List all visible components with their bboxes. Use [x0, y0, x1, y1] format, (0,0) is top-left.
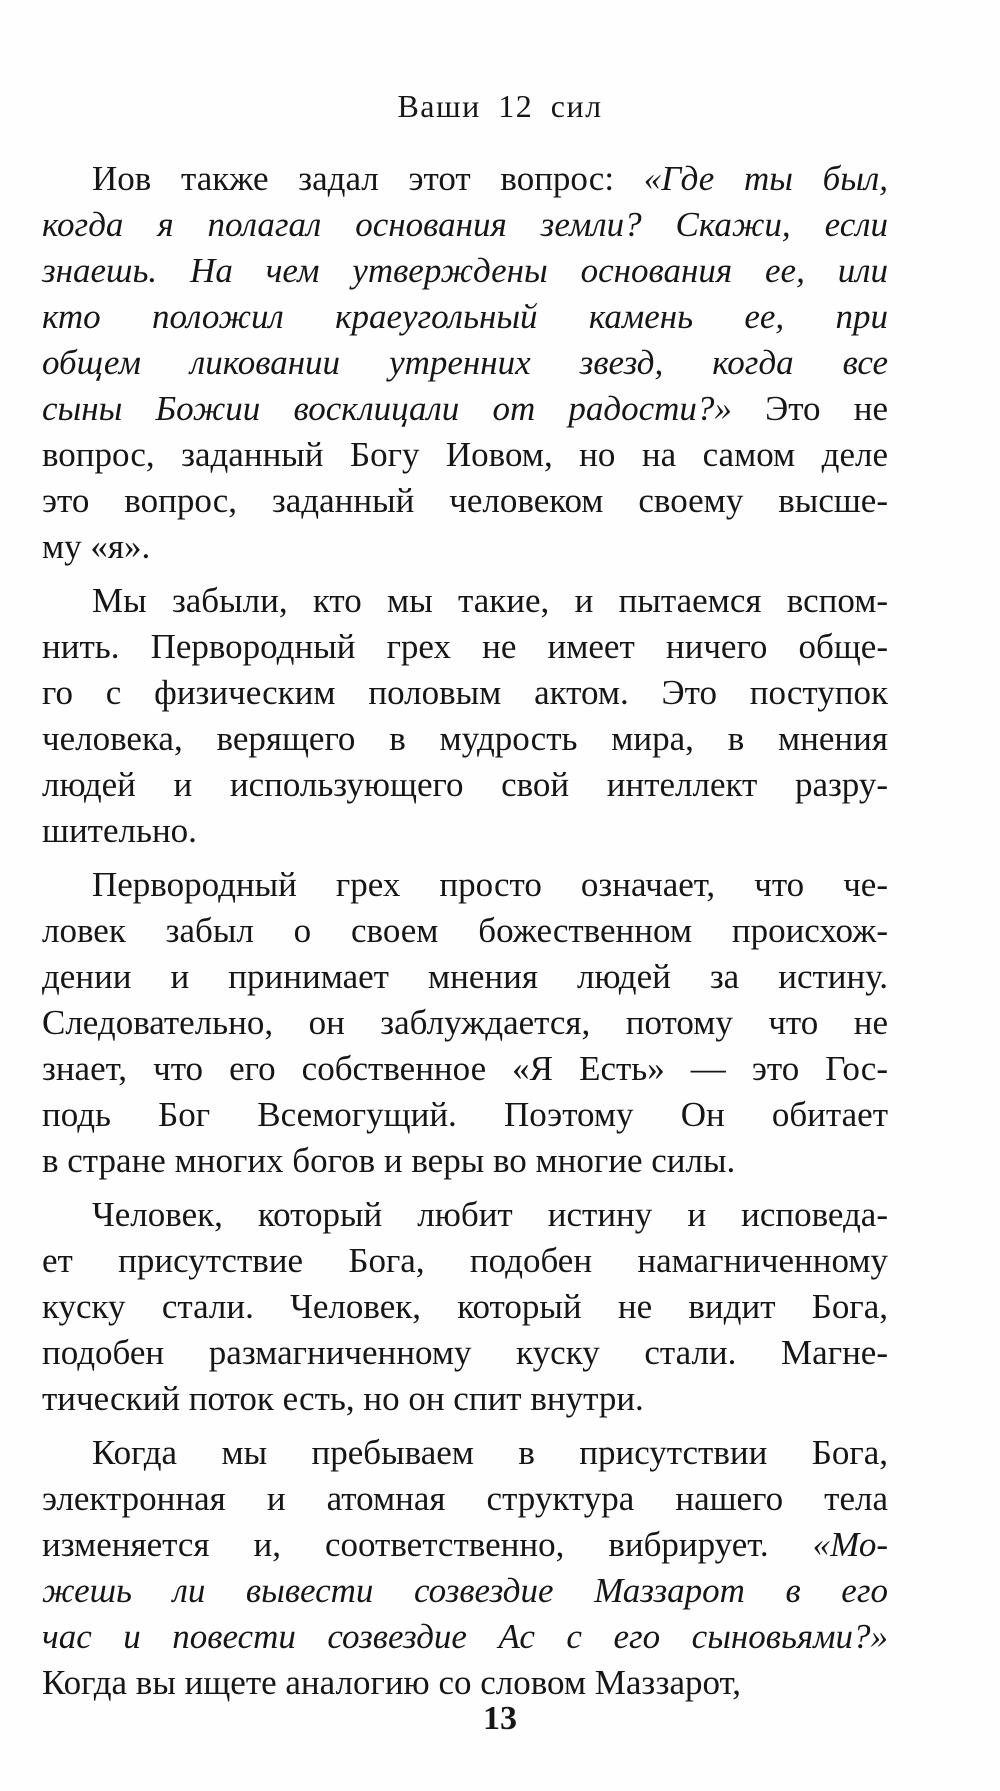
paragraph	[42, 1430, 888, 1706]
text-line	[42, 1046, 888, 1092]
italic-quote-text: сыны Божии восклицали от радости?»	[42, 389, 732, 428]
line-text: куску стали. Человек, который не видит Бога,	[42, 1287, 888, 1326]
line-text: подь Бог Всемогущий. Поэтому Он обитает	[42, 1095, 888, 1134]
line-text: Когда мы пребываем в присутствии Бога,	[92, 1433, 888, 1472]
line-text: знает, что его собственное «Я Есть» — это Гос-	[42, 1049, 888, 1088]
text-line	[42, 578, 888, 624]
paragraph-gap	[42, 570, 888, 578]
line-text: Человек, который любит истину и исповеда-	[92, 1195, 888, 1234]
line-text: Следовательно, он заблуждается, потому что не	[42, 1003, 888, 1042]
line-text: шительно.	[42, 811, 197, 850]
page-number: 13	[483, 1700, 517, 1737]
line-text: это вопрос, заданный человеком своему высше-	[42, 481, 888, 520]
line-text: электронная и атомная структура нашего тела	[42, 1479, 888, 1518]
text-line	[42, 1138, 888, 1184]
line-text: тический поток есть, но он спит внутри.	[42, 1379, 644, 1418]
text-line	[42, 1000, 888, 1046]
line-text: людей и использующего свой интеллект разру-	[42, 765, 888, 804]
paragraph	[42, 578, 888, 854]
text-line	[42, 862, 888, 908]
text-line	[42, 478, 888, 524]
line-text: Это не	[731, 389, 888, 428]
line-text: ет присутствие Бога, подобен намагниченному	[42, 1241, 888, 1280]
line-text: вопрос, заданный Богу Иовом, но на самом деле	[42, 435, 888, 474]
text-line	[42, 954, 888, 1000]
text-line	[42, 624, 888, 670]
line-text: человека, верящего в мудрость мира, в мнения	[42, 719, 888, 758]
italic-quote-text: «Где ты был,	[643, 159, 888, 198]
italic-quote-text: общем ликовании утренних звезд, когда все	[42, 343, 888, 382]
line-text: Иов также задал этот вопрос:	[92, 159, 644, 198]
line-text: Первородный грех просто означает, что че-	[92, 865, 888, 904]
text-line	[42, 340, 888, 386]
line-text: изменяется и, соответственно, вибрирует.	[42, 1525, 813, 1564]
text-line	[42, 1376, 888, 1422]
text-line	[42, 202, 888, 248]
body-text	[42, 156, 888, 1706]
text-line	[42, 1192, 888, 1238]
text-line	[42, 1476, 888, 1522]
line-text: му «я».	[42, 527, 151, 566]
text-line	[42, 524, 888, 570]
italic-quote-text: когда я полагал основания земли? Скажи, если	[42, 205, 888, 244]
text-line	[42, 386, 888, 432]
italic-quote-text: жешь ли вывести созвездие Маззарот в его	[42, 1571, 888, 1610]
text-line	[42, 1522, 888, 1568]
text-line	[42, 1568, 888, 1614]
paragraph	[42, 156, 888, 570]
italic-quote-text: знаешь. На чем утверждены основания ее, или	[42, 251, 888, 290]
paragraph-gap	[42, 854, 888, 862]
paragraph-gap	[42, 1184, 888, 1192]
text-line	[42, 1330, 888, 1376]
text-line	[42, 808, 888, 854]
text-line	[42, 908, 888, 954]
text-line	[42, 248, 888, 294]
line-text: нить. Первородный грех не имеет ничего обще-	[42, 627, 888, 666]
line-text: Мы забыли, кто мы такие, и пытаемся вспом-	[92, 581, 888, 620]
text-line	[42, 1284, 888, 1330]
paragraph	[42, 1192, 888, 1422]
paragraph	[42, 862, 888, 1184]
italic-quote-text: час и повести созвездие Ас с его сыновьями?»	[42, 1617, 888, 1656]
text-line	[42, 1614, 888, 1660]
text-line	[42, 294, 888, 340]
text-line	[42, 432, 888, 478]
paragraph-gap	[42, 1422, 888, 1430]
text-line	[42, 1430, 888, 1476]
text-line	[42, 762, 888, 808]
text-line	[42, 1092, 888, 1138]
line-text: Когда вы ищете аналогию со словом Маззарот,	[42, 1663, 741, 1702]
italic-quote-text: «Мо-	[812, 1525, 888, 1564]
running-title: Ваши 12 сил	[397, 88, 603, 124]
text-line	[42, 1238, 888, 1284]
line-text: подобен размагниченному куску стали. Магне-	[42, 1333, 888, 1372]
line-text: ловек забыл о своем божественном происхож-	[42, 911, 888, 950]
text-line	[42, 670, 888, 716]
text-line	[42, 156, 888, 202]
italic-quote-text: кто положил краеугольный камень ее, при	[42, 297, 888, 336]
text-line	[42, 716, 888, 762]
line-text: в стране многих богов и веры во многие силы.	[42, 1141, 736, 1180]
line-text: го с физическим половым актом. Это поступок	[42, 673, 888, 712]
line-text: дении и принимает мнения людей за истину.	[42, 957, 888, 996]
